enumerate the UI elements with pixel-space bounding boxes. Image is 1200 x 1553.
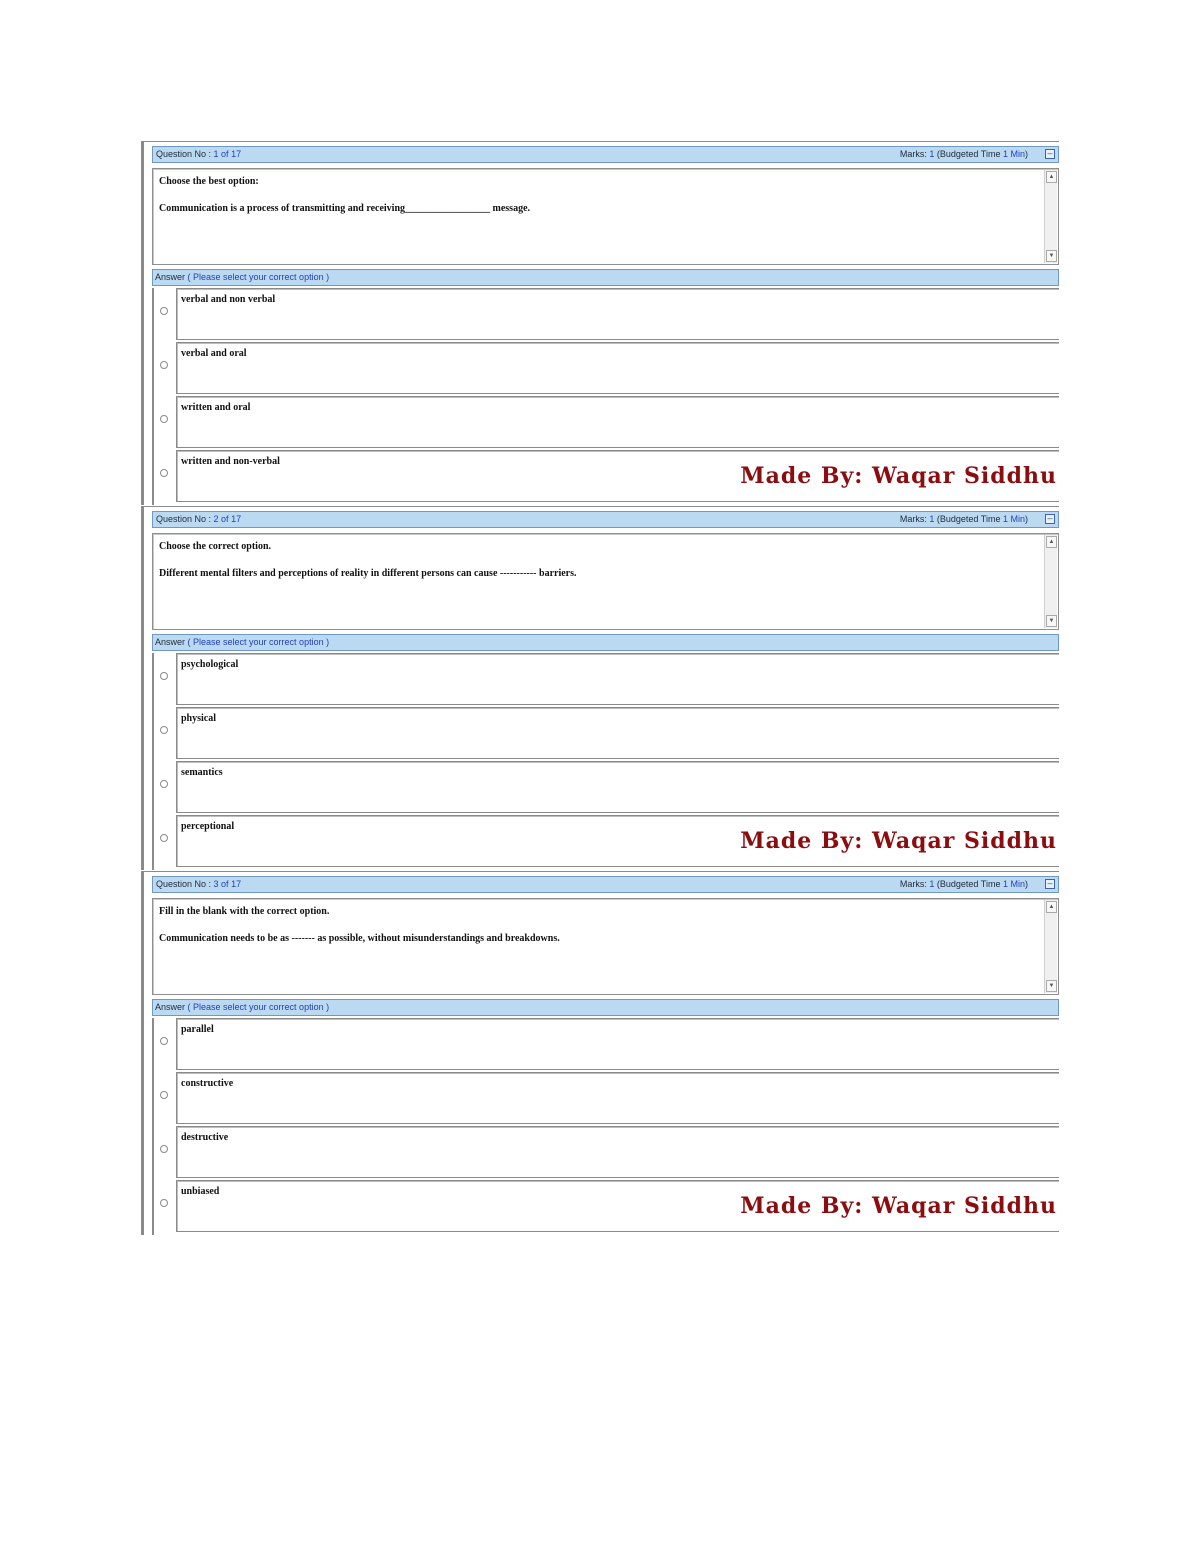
- radio-button[interactable]: [160, 415, 168, 423]
- collapse-icon[interactable]: –: [1045, 514, 1055, 524]
- radio-button[interactable]: [160, 469, 168, 477]
- option-label: verbal and oral: [181, 348, 247, 359]
- question-instruction: Choose the correct option.: [159, 541, 272, 552]
- option-label: constructive: [181, 1078, 234, 1089]
- radio-button[interactable]: [160, 361, 168, 369]
- question-number: 1: [213, 149, 219, 159]
- watermark: Made By: Waqar Siddhu: [740, 828, 1057, 854]
- scroll-down-icon[interactable]: ▼: [1046, 250, 1057, 262]
- option-item[interactable]: [152, 653, 1059, 705]
- question-instruction: Fill in the blank with the correct option.: [159, 906, 330, 917]
- question-header: Question No : 2 of 17 Marks: 1 (Budgeted Time 1 Min) –: [152, 511, 1059, 528]
- marks-value: 1: [929, 149, 935, 159]
- radio-button[interactable]: [160, 1037, 168, 1045]
- question-instruction: Choose the best option:: [159, 176, 259, 187]
- option-label: unbiased: [181, 1186, 220, 1197]
- answer-header: Answer ( Please select your correct option ): [152, 269, 1059, 286]
- time-value: 1: [1002, 514, 1008, 524]
- question-header: Question No : 1 of 17 Marks: 1 (Budgeted Time 1 Min) –: [152, 146, 1059, 163]
- option-item[interactable]: [152, 1018, 1059, 1070]
- scroll-up-icon[interactable]: ▲: [1046, 536, 1057, 548]
- option-label: parallel: [181, 1024, 214, 1035]
- watermark: Made By: Waqar Siddhu: [740, 1193, 1057, 1219]
- radio-button[interactable]: [160, 1091, 168, 1099]
- answer-header: Answer ( Please select your correct option ): [152, 999, 1059, 1016]
- option-label: destructive: [181, 1132, 229, 1143]
- question-text: Communication is a process of transmitting and receiving_________________ message.: [159, 203, 531, 214]
- collapse-icon[interactable]: –: [1045, 149, 1055, 159]
- marks-value: 1: [929, 879, 935, 889]
- question-total: 17: [231, 514, 242, 524]
- scrollbar[interactable]: [1044, 900, 1057, 993]
- scroll-up-icon[interactable]: ▲: [1046, 171, 1057, 183]
- option-item[interactable]: [152, 342, 1059, 394]
- time-value: 1: [1002, 149, 1008, 159]
- collapse-icon[interactable]: –: [1045, 879, 1055, 889]
- question-header: Question No : 3 of 17 Marks: 1 (Budgeted Time 1 Min) –: [152, 876, 1059, 893]
- question-text-box: [152, 898, 1059, 995]
- radio-button[interactable]: [160, 1145, 168, 1153]
- quiz-frame: [141, 141, 1059, 1234]
- question-number: 3: [213, 879, 219, 889]
- option-label: perceptional: [181, 821, 235, 832]
- scroll-down-icon[interactable]: ▼: [1046, 615, 1057, 627]
- option-item[interactable]: [152, 288, 1059, 340]
- option-label: physical: [181, 713, 217, 724]
- scrollbar[interactable]: [1044, 535, 1057, 628]
- option-item[interactable]: [152, 761, 1059, 813]
- option-label: written and non-verbal: [181, 456, 280, 467]
- question-block-3: [141, 871, 1059, 1235]
- option-label: written and oral: [181, 402, 251, 413]
- option-label: verbal and non verbal: [181, 294, 276, 305]
- question-text-box: [152, 168, 1059, 265]
- scroll-down-icon[interactable]: ▼: [1046, 980, 1057, 992]
- time-value: 1: [1002, 879, 1008, 889]
- question-total: 17: [231, 879, 242, 889]
- marks-value: 1: [929, 514, 935, 524]
- option-item[interactable]: [152, 1072, 1059, 1124]
- watermark: Made By: Waqar Siddhu: [740, 463, 1057, 489]
- radio-button[interactable]: [160, 307, 168, 315]
- scroll-up-icon[interactable]: ▲: [1046, 901, 1057, 913]
- radio-button[interactable]: [160, 1199, 168, 1207]
- option-label: semantics: [181, 767, 223, 778]
- question-block-2: [141, 506, 1059, 870]
- option-item[interactable]: [152, 396, 1059, 448]
- scrollbar[interactable]: [1044, 170, 1057, 263]
- answer-header: Answer ( Please select your correct option ): [152, 634, 1059, 651]
- radio-button[interactable]: [160, 780, 168, 788]
- question-total: 17: [231, 149, 242, 159]
- option-label: psychological: [181, 659, 239, 670]
- question-text-box: [152, 533, 1059, 630]
- option-item[interactable]: [152, 707, 1059, 759]
- question-block-1: [141, 141, 1059, 505]
- radio-button[interactable]: [160, 672, 168, 680]
- question-number: 2: [213, 514, 219, 524]
- question-text: Communication needs to be as ------- as possible, without misunderstandings and breakdowns.: [159, 933, 560, 944]
- radio-button[interactable]: [160, 726, 168, 734]
- question-text: Different mental filters and perceptions of reality in different persons can cause ----------- barriers.: [159, 568, 577, 579]
- radio-button[interactable]: [160, 834, 168, 842]
- option-item[interactable]: [152, 1126, 1059, 1178]
